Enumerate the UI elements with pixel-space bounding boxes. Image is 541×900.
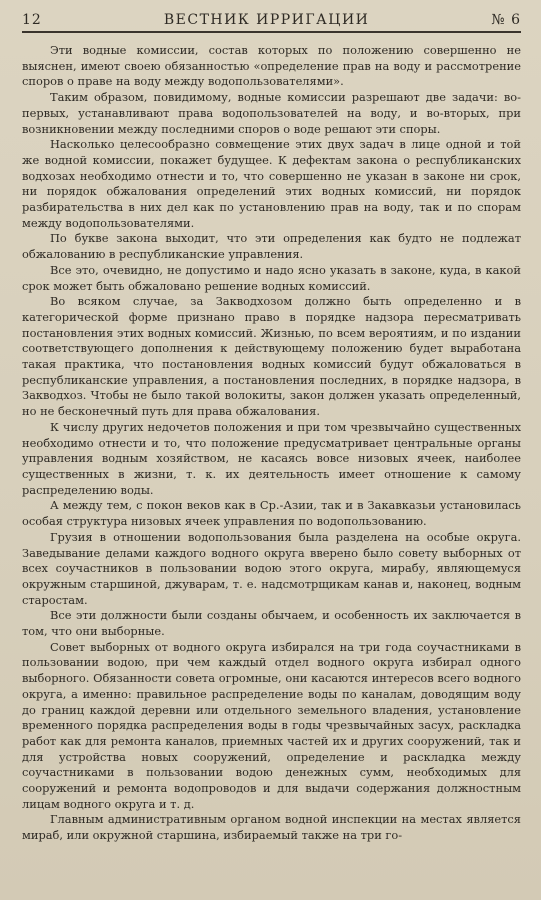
paragraph-1: Эти водные комиссии, состав которых по положению совершенно не выяснен, имеют своею обязанностью «определение прав на воду и рассмотрение споров о праве на воду между водопользователями». xyxy=(22,43,521,89)
paragraph-8: А между тем, с покон веков как в Ср.-Азии, так и в Закавказьи установилась особая структура низовых ячеек управления по водопользованию. xyxy=(22,498,521,529)
paragraph-2: Таким образом, повидимому, водные комиссии разрешают две задачи: во-первых, устанавливают права водопользователей на воду, и во-вторых, при возникновении между последними споров о воде решают эти споры. xyxy=(22,90,521,136)
page-header xyxy=(22,12,521,33)
issue-number: № 6 xyxy=(491,12,521,28)
paragraph-12: Главным административным органом водной инспекции на местах является мираб, или окружной старшина, избираемый также на три го- xyxy=(22,812,521,843)
paragraph-10: Все эти должности были созданы обычаем, и особенность их заключается в том, что они выборные. xyxy=(22,608,521,639)
paragraph-5: Все это, очевидно, не допустимо и надо ясно указать в законе, куда, в какой срок может быть обжаловано решение водных комиссий. xyxy=(22,262,521,293)
paragraph-7: К числу других недочетов положения и при том чрезвычайно существенных необходимо отнести и то, что положение предусматривает центральные органы управления водным хозяйством, не касаясь вовсе низовых ячеек, наиболее существенных в жизни, т. к. их деятельность имеет отношение к самому распределению воды. xyxy=(22,419,521,497)
page-number: 12 xyxy=(22,12,42,28)
paragraph-3: Насколько целесообразно совмещение этих двух задач в лице одной и той же водной комиссии, покажет будущее. К дефектам закона о республиканских водхозах необходимо отнести и то, что совершенно не указан в законе ни срок, ни порядок обжалования определений этих водных комиссий, ни порядок разбирательства в них дел как по установлению прав на воду, так и по спорам между водопользователями. xyxy=(22,137,521,230)
journal-title: ВЕСТНИК ИРРИГАЦИИ xyxy=(163,12,370,28)
paragraph-9: Грузия в отношении водопользования была разделена на особые округа. Заведывание делами каждого водного округа вверено было совету выборных от всех соучастников в пользовании водою этого округа, мирабу, являющемуся окружным старшиной, джуварам, т. е. надсмотрщикам канав и, наконец, водным старостам. xyxy=(22,529,521,607)
paragraph-11: Совет выборных от водного округа избирался на три года соучастниками в пользовании водою, при чем каждый отдел водного округа избирал одного выборного. Обязанности совета огромные, они касаются интересов всего водного округа, а именно: правильное распределение воды по каналам, доводящим воду до границ каждой деревни или отдельного земельного владения, установление временного порядка распределения воды в годы чрезвычайных засух, раскладка работ как для ремонта каналов, приемных частей их и других сооружений, так и для устройства новых сооружений, определение и раскладка между соучастниками в пользовании водою денежных сумм, необходимых для сооружений и ремонта водопроводов и для выдачи содержания должностным лицам водного округа и т. д. xyxy=(22,639,521,811)
article-body xyxy=(22,43,521,844)
paragraph-6: Во всяком случае, за Закводхозом должно быть определенно и в категорической форме признано право в порядке надзора пересматривать постановления этих водных комиссий. Жизнью, по всем вероятиям, и по издании соответствующего дополнения к действующему положению будет выработана такая практика, что постановления водных комиссий будут обжаловаться в республиканские управления, а постановления последних, в порядке надзора, в Закводхоз. Чтобы не было такой волокиты, закон должен указать определенный, но не бесконечный путь для права обжалования. xyxy=(22,294,521,419)
paragraph-4: По букве закона выходит, что эти определения как будто не подлежат обжалованию в республиканские управления. xyxy=(22,231,521,262)
